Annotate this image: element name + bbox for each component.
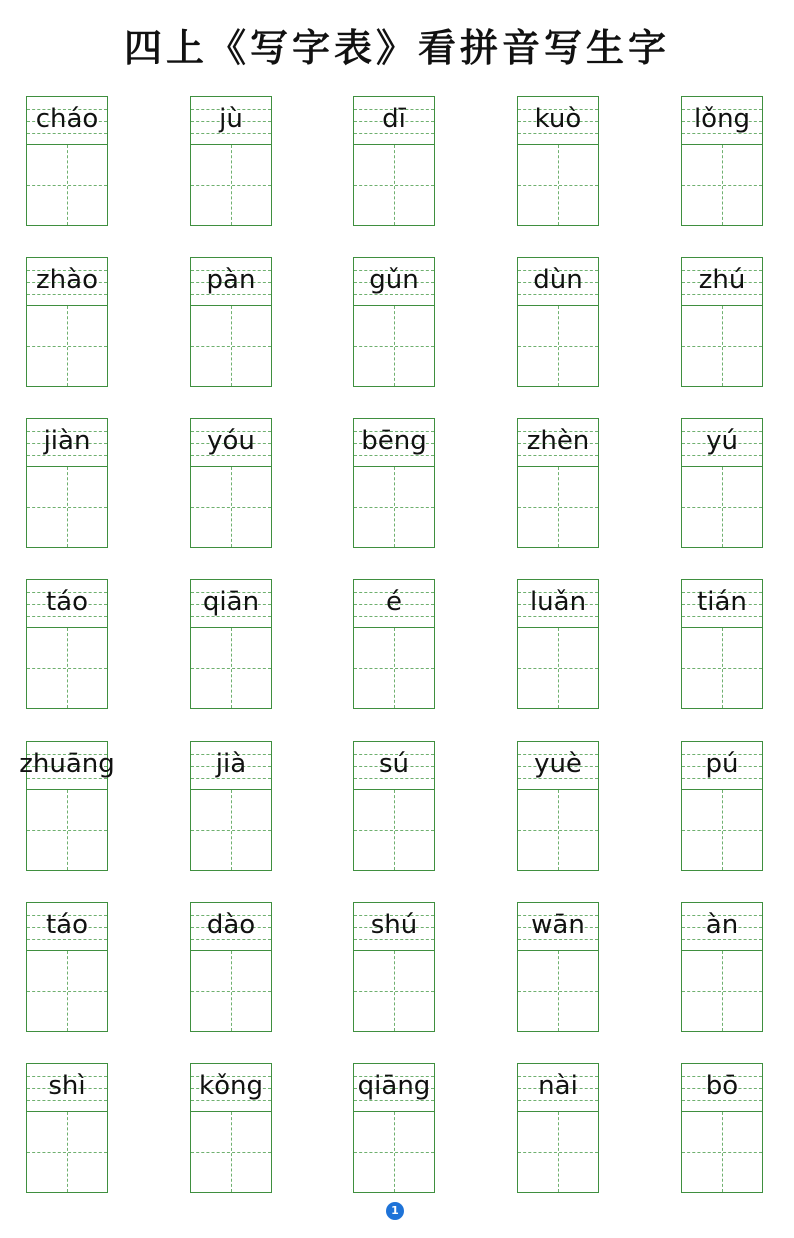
center-horizontal-guide <box>682 991 762 992</box>
center-horizontal-guide <box>191 185 271 186</box>
center-horizontal-guide <box>27 185 107 186</box>
pinyin-label: gǔn <box>369 265 419 295</box>
pinyin-box <box>681 418 763 467</box>
character-box[interactable] <box>190 627 272 709</box>
writing-cell <box>26 418 108 548</box>
character-box[interactable] <box>517 466 599 548</box>
center-horizontal-guide <box>518 185 598 186</box>
center-horizontal-guide <box>191 1152 271 1153</box>
character-box[interactable] <box>190 305 272 387</box>
writing-cell <box>681 579 763 709</box>
writing-cell <box>190 96 272 226</box>
center-horizontal-guide <box>682 346 762 347</box>
character-box[interactable] <box>353 305 435 387</box>
pinyin-label: zhú <box>698 265 746 295</box>
pinyin-box <box>26 96 108 145</box>
writing-cell <box>26 902 108 1032</box>
pinyin-box <box>26 902 108 951</box>
center-horizontal-guide <box>191 507 271 508</box>
pinyin-box <box>517 418 599 467</box>
writing-cell <box>681 902 763 1032</box>
pinyin-label: kǒng <box>199 1071 263 1101</box>
pinyin-box <box>517 579 599 628</box>
center-horizontal-guide <box>27 668 107 669</box>
pinyin-box <box>353 418 435 467</box>
center-horizontal-guide <box>27 991 107 992</box>
writing-cell <box>19 741 115 871</box>
pinyin-label: dī <box>382 104 406 134</box>
writing-cell <box>353 579 435 709</box>
pinyin-label: jù <box>219 104 243 134</box>
center-horizontal-guide <box>191 346 271 347</box>
pinyin-label: dùn <box>533 265 583 295</box>
center-horizontal-guide <box>191 830 271 831</box>
pinyin-label: táo <box>45 910 89 940</box>
writing-cell <box>353 257 435 387</box>
pinyin-box <box>190 579 272 628</box>
character-box[interactable] <box>681 627 763 709</box>
character-box[interactable] <box>190 789 272 871</box>
writing-cell <box>190 1063 272 1193</box>
pinyin-box <box>353 902 435 951</box>
pinyin-label: zhèn <box>526 426 590 456</box>
character-box[interactable] <box>353 789 435 871</box>
pinyin-label: táo <box>45 587 89 617</box>
character-box[interactable] <box>26 627 108 709</box>
pinyin-label: yóu <box>207 426 255 456</box>
pinyin-label: wān <box>531 910 585 940</box>
pinyin-box <box>517 96 599 145</box>
writing-cell <box>190 418 272 548</box>
pinyin-label: zhuāng <box>19 749 115 779</box>
pinyin-box <box>681 96 763 145</box>
pinyin-box <box>681 741 763 790</box>
pinyin-label: pàn <box>206 265 256 295</box>
writing-cell <box>517 418 599 548</box>
pinyin-label: bō <box>705 1071 739 1101</box>
character-box[interactable] <box>517 789 599 871</box>
writing-cell <box>681 741 763 871</box>
center-horizontal-guide <box>27 830 107 831</box>
pinyin-label: bēng <box>361 426 427 456</box>
writing-cell <box>190 579 272 709</box>
pinyin-label: shú <box>370 910 418 940</box>
character-box[interactable] <box>353 466 435 548</box>
pinyin-box <box>517 257 599 306</box>
pinyin-box <box>26 418 108 467</box>
pinyin-box <box>26 257 108 306</box>
pinyin-box <box>517 902 599 951</box>
center-horizontal-guide <box>191 668 271 669</box>
pinyin-label: pú <box>705 749 739 779</box>
writing-cell <box>681 418 763 548</box>
center-horizontal-guide <box>682 830 762 831</box>
center-horizontal-guide <box>518 830 598 831</box>
character-box[interactable] <box>681 144 763 226</box>
writing-cell <box>517 1063 599 1193</box>
character-box[interactable] <box>517 950 599 1032</box>
pinyin-label: yú <box>706 426 738 456</box>
writing-cell <box>517 902 599 1032</box>
pinyin-box <box>26 579 108 628</box>
page-title: 四上《写字表》看拼音写生字 <box>123 25 670 70</box>
center-horizontal-guide <box>191 991 271 992</box>
center-horizontal-guide <box>354 185 434 186</box>
character-box[interactable] <box>681 466 763 548</box>
center-horizontal-guide <box>354 507 434 508</box>
pinyin-label: tián <box>697 587 747 617</box>
character-box[interactable] <box>26 950 108 1032</box>
center-horizontal-guide <box>27 1152 107 1153</box>
character-box[interactable] <box>681 1111 763 1193</box>
center-horizontal-guide <box>518 507 598 508</box>
pinyin-label: yuè <box>534 749 582 779</box>
character-box[interactable] <box>353 950 435 1032</box>
writing-cell <box>353 418 435 548</box>
pinyin-box <box>190 1063 272 1112</box>
character-box[interactable] <box>681 789 763 871</box>
pinyin-label: cháo <box>35 104 99 134</box>
center-horizontal-guide <box>354 1152 434 1153</box>
writing-cell <box>517 579 599 709</box>
pinyin-box <box>19 741 115 790</box>
pinyin-box <box>681 579 763 628</box>
character-box[interactable] <box>26 466 108 548</box>
pinyin-box <box>681 1063 763 1112</box>
center-horizontal-guide <box>518 346 598 347</box>
center-horizontal-guide <box>354 991 434 992</box>
writing-cell <box>353 741 435 871</box>
pinyin-label: qiāng <box>357 1071 431 1101</box>
character-box[interactable] <box>190 466 272 548</box>
center-horizontal-guide <box>354 346 434 347</box>
character-box[interactable] <box>681 305 763 387</box>
character-box[interactable] <box>517 627 599 709</box>
center-horizontal-guide <box>682 1152 762 1153</box>
character-box[interactable] <box>517 144 599 226</box>
center-horizontal-guide <box>682 507 762 508</box>
pinyin-box <box>190 902 272 951</box>
character-box[interactable] <box>26 144 108 226</box>
writing-cell <box>353 1063 435 1193</box>
character-box[interactable] <box>190 1111 272 1193</box>
pinyin-label: qiān <box>202 587 260 617</box>
center-horizontal-guide <box>518 668 598 669</box>
character-box[interactable] <box>26 1111 108 1193</box>
pinyin-label: é <box>386 587 402 617</box>
pinyin-label: jià <box>215 749 247 779</box>
writing-cell <box>26 579 108 709</box>
pinyin-label: dào <box>206 910 256 940</box>
pinyin-box <box>190 418 272 467</box>
character-box[interactable] <box>353 144 435 226</box>
center-horizontal-guide <box>682 185 762 186</box>
center-horizontal-guide <box>354 830 434 831</box>
character-box[interactable] <box>681 950 763 1032</box>
writing-cell <box>353 96 435 226</box>
pinyin-box <box>353 1063 435 1112</box>
pinyin-box <box>517 741 599 790</box>
writing-cell <box>681 96 763 226</box>
center-horizontal-guide <box>27 346 107 347</box>
pinyin-box <box>353 96 435 145</box>
pinyin-label: sú <box>378 749 410 779</box>
character-box[interactable] <box>26 305 108 387</box>
pinyin-label: jiàn <box>43 426 91 456</box>
center-horizontal-guide <box>354 668 434 669</box>
center-horizontal-guide <box>518 1152 598 1153</box>
writing-cell <box>190 257 272 387</box>
pinyin-label: luǎn <box>529 587 587 617</box>
writing-cell <box>190 902 272 1032</box>
writing-cell <box>26 257 108 387</box>
pinyin-box <box>353 579 435 628</box>
pinyin-box <box>26 1063 108 1112</box>
writing-cell <box>353 902 435 1032</box>
character-box[interactable] <box>353 627 435 709</box>
pinyin-label: nài <box>538 1071 578 1101</box>
writing-cell <box>26 96 108 226</box>
writing-cell <box>517 741 599 871</box>
pinyin-box <box>681 257 763 306</box>
writing-cell <box>681 1063 763 1193</box>
pinyin-box <box>681 902 763 951</box>
character-box[interactable] <box>190 144 272 226</box>
pinyin-box <box>353 741 435 790</box>
character-box[interactable] <box>353 1111 435 1193</box>
pinyin-label: kuò <box>534 104 582 134</box>
writing-cell <box>26 1063 108 1193</box>
pinyin-label: lǒng <box>693 104 751 134</box>
writing-cell <box>681 257 763 387</box>
center-horizontal-guide <box>682 668 762 669</box>
writing-cell <box>517 257 599 387</box>
pinyin-box <box>190 257 272 306</box>
character-box[interactable] <box>190 950 272 1032</box>
center-horizontal-guide <box>518 991 598 992</box>
pinyin-label: shì <box>48 1071 86 1101</box>
pinyin-box <box>517 1063 599 1112</box>
character-box[interactable] <box>26 789 108 871</box>
character-box[interactable] <box>517 1111 599 1193</box>
character-box[interactable] <box>517 305 599 387</box>
writing-cell <box>190 741 272 871</box>
pinyin-box <box>190 96 272 145</box>
writing-cell <box>517 96 599 226</box>
pinyin-box <box>353 257 435 306</box>
pinyin-box <box>190 741 272 790</box>
page-number-badge: 1 <box>386 1202 404 1220</box>
center-horizontal-guide <box>27 507 107 508</box>
pinyin-label: zhào <box>36 265 98 295</box>
pinyin-label: àn <box>705 910 739 940</box>
